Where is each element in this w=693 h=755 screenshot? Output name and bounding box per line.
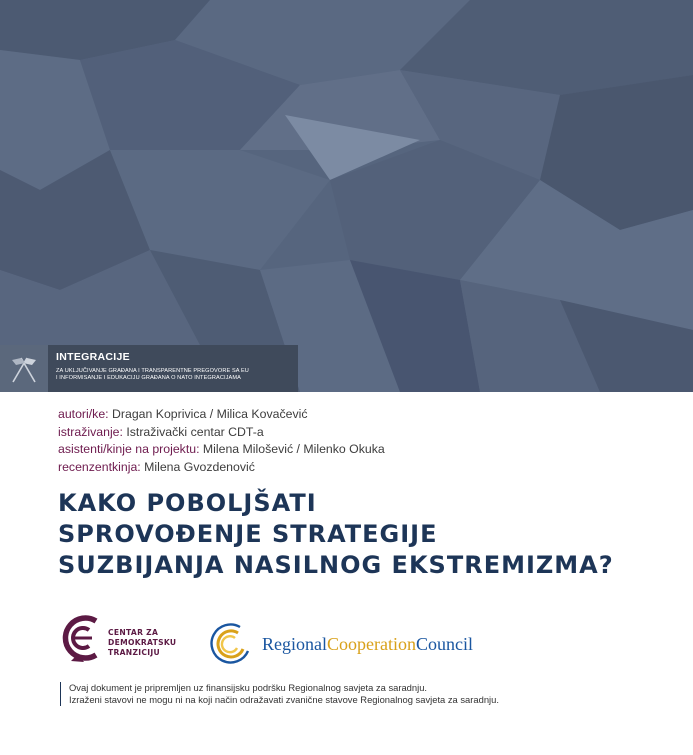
document-title <box>58 488 614 581</box>
series-banner <box>0 345 298 392</box>
banner-subtitle-line2: I INFORMISANJE I EDUKACIJU GRAĐANA O NATO INTEGRACIJAMA <box>56 375 241 381</box>
credit-research <box>58 424 385 442</box>
rcc-word-council: Council <box>415 633 473 654</box>
rcc-word-regional: Regional <box>262 633 327 654</box>
credit-value: Milena Gvozdenović <box>140 459 255 474</box>
title-line1: KAKO POBOLJŠATI <box>58 489 317 517</box>
title-line2: SPROVOĐENJE STRATEGIJE <box>58 520 438 548</box>
banner-text <box>48 345 298 392</box>
rcc-logo-mark <box>208 621 254 667</box>
rcc-logo-text <box>262 634 473 655</box>
credit-label: autori/ke: <box>58 407 109 421</box>
banner-subtitle <box>56 368 290 382</box>
credit-value: Dragan Koprivica / Milica Kovačević <box>108 407 308 421</box>
credit-value: Milena Milošević / Milenko Okuka <box>199 442 385 456</box>
credit-label: asistenti/kinje na projektu: <box>58 442 200 456</box>
credit-reviewer <box>58 459 385 477</box>
credits <box>58 406 385 476</box>
cdt-line1: CENTAR ZA <box>108 628 159 637</box>
crossed-flags-icon <box>0 345 48 392</box>
credit-value: Istraživački centar CDT-a <box>122 424 264 439</box>
cdt-logo-text <box>108 628 176 658</box>
rcc-word-cooperation: Cooperation <box>327 633 416 654</box>
banner-title: INTEGRACIJE <box>56 351 130 363</box>
cdt-logo-mark <box>58 612 108 666</box>
funding-note-line1: Ovaj dokument je pripremljen uz finansijsku podršku Regionalnog savjeta za saradnju. <box>69 682 428 693</box>
funding-note <box>60 682 499 706</box>
credit-label: istraživanje: <box>58 424 123 439</box>
funding-note-line2: Izraženi stavovi ne mogu ni na koji način odražavati zvanične stavove Regionalnog savjeta za saradnju. <box>69 694 499 705</box>
credit-authors <box>58 406 385 424</box>
banner-subtitle-line1: ZA UKLJUČIVANJE GRAĐANA I TRANSPARENTNE PREGOVORE SA EU <box>56 368 249 374</box>
credit-assistants <box>58 441 385 459</box>
cdt-line3: TRANZICIJU <box>108 648 160 657</box>
title-line3: SUZBIJANJA NASILNOG EKSTREMIZMA? <box>58 551 614 579</box>
cdt-line2: DEMOKRATSKU <box>108 638 177 647</box>
cdt-logo <box>58 612 178 666</box>
rcc-logo <box>208 620 473 668</box>
credit-label: recenzentkinja: <box>58 459 141 474</box>
